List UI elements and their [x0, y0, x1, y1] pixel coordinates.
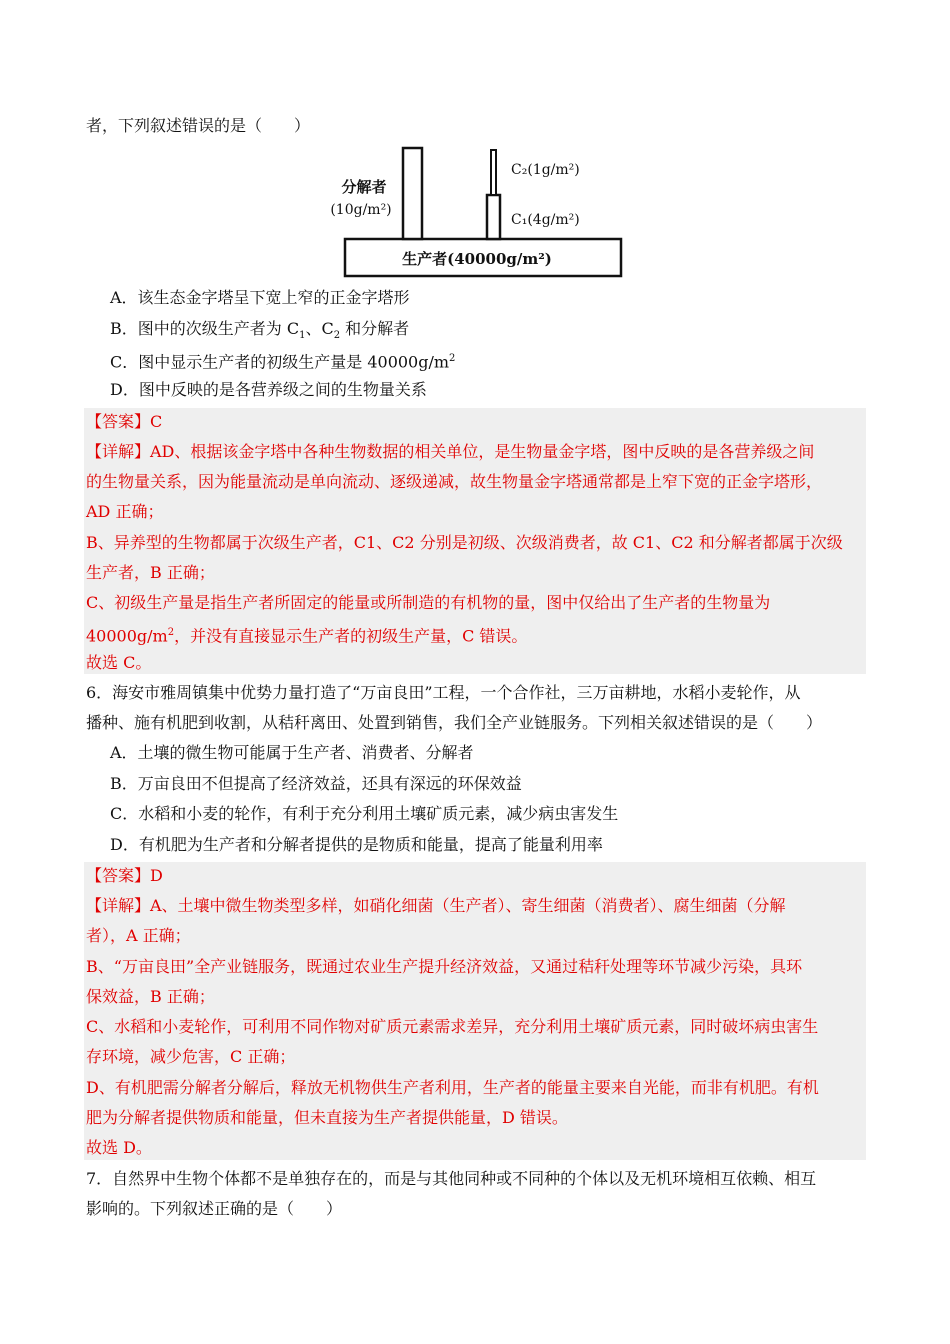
- c1-label: C₁(4g/m²): [511, 212, 580, 228]
- q5-detail-line: B、异养型的生物都属于次级生产者，C1、C2 分别是初级、次级消费者，故 C1、C2 和分解者都属于次级: [86, 533, 843, 552]
- q7-stem-line: 影响的。下列叙述正确的是（ ）: [86, 1199, 343, 1218]
- decomposer-label: 分解者: [341, 178, 387, 196]
- q5-detail-line: 【详解】AD、根据该金字塔中各种生物数据的相关单位，是生物量金字塔，图中反映的是各营养级之间: [86, 442, 815, 461]
- q6-detail-line: D、有机肥需分解者分解后，释放无机物供生产者利用，生产者的能量主要来自光能，而非有机肥。有机: [86, 1078, 819, 1097]
- q7-stem-line: 7．自然界中生物个体都不是单独存在的，而是与其他同种或不同种的个体以及无机环境相互依赖、相互: [86, 1169, 817, 1188]
- q5-option-d: D．图中反映的是各营养级之间的生物量关系: [110, 380, 427, 399]
- q5-option-c: C．图中显示生产者的初级生产量是 $40000g/m^2$: [110, 352, 456, 372]
- q5-detail-line: $40000g/m^2$，并没有直接显示生产者的初级生产量，C 错误。: [86, 626, 528, 646]
- q5-detail-line: AD 正确；: [86, 502, 164, 521]
- c2-bar: [491, 150, 496, 195]
- q6-answer: 【答案】D: [86, 866, 163, 885]
- q6-option-c: C．水稻和小麦的轮作，有利于充分利用土壤矿质元素，减少病虫害发生: [110, 804, 619, 823]
- q6-option-a: A．土壤的微生物可能属于生产者、消费者、分解者: [110, 743, 474, 762]
- q6-option-d: D．有机肥为生产者和分解者提供的是物质和能量，提高了能量利用率: [110, 835, 603, 854]
- q6-detail-line: 故选 D。: [86, 1138, 152, 1157]
- q5-option-a: A．该生态金字塔呈下宽上窄的正金字塔形: [110, 288, 410, 307]
- q6-detail-line: 【详解】A、土壤中微生物类型多样，如硝化细菌（生产者）、寄生细菌（消费者）、腐生细菌（分解: [86, 896, 786, 915]
- q6-detail-line: 保效益，B 正确；: [86, 987, 215, 1006]
- q5-answer: 【答案】C: [86, 412, 163, 431]
- q6-detail-line: C、水稻和小麦轮作，可利用不同作物对矿质元素需求差异，充分利用土壤矿质元素，同时破坏病虫害生: [86, 1017, 819, 1036]
- q5-detail-line: 生产者，B 正确；: [86, 563, 215, 582]
- q6-stem-line: 播种、施有机肥到收割，从秸秆离田、处置到销售，我们全产业链服务。下列相关叙述错误的是（ ）: [86, 713, 823, 732]
- q6-detail-line: B、“万亩良田”全产业链服务，既通过农业生产提升经济效益，又通过秸秆处理等环节减少污染，具环: [86, 957, 803, 976]
- q6-stem-line: 6．海安市雅周镇集中优势力量打造了“万亩良田”工程，一个合作社，三万亩耕地，水稻小麦轮作，从: [86, 683, 801, 702]
- c1-bar: [487, 195, 500, 239]
- producer-label: 生产者(40000g/m²): [402, 250, 552, 268]
- q6-detail-line: 肥为分解者提供物质和能量，但未直接为生产者提供能量，D 错误。: [86, 1108, 568, 1127]
- q5-option-b: B．图中的次级生产者为 $C_1$、$C_2$ 和分解者: [110, 319, 410, 342]
- q5-detail-line: 故选 C。: [86, 653, 152, 672]
- decomposer-value: (10g/m²): [330, 202, 392, 218]
- q5-detail-line: 的生物量关系，因为能量流动是单向流动、逐级递减，故生物量金字塔通常都是上窄下宽的正金字塔形，: [86, 472, 823, 491]
- q6-detail-line: 存环境，减少危害，C 正确；: [86, 1047, 296, 1066]
- q5-detail-line: C、初级生产量是指生产者所固定的能量或所制造的有机物的量，图中仅给出了生产者的生物量为: [86, 593, 771, 612]
- decomposer-bar: [403, 148, 422, 239]
- q6-option-b: B．万亩良田不但提高了经济效益，还具有深远的环保效益: [110, 774, 522, 793]
- question-5-stem-tail: 者，下列叙述错误的是（ ）: [86, 116, 311, 135]
- q6-detail-line: 者），A 正确；: [86, 926, 191, 945]
- c2-label: C₂(1g/m²): [511, 162, 580, 178]
